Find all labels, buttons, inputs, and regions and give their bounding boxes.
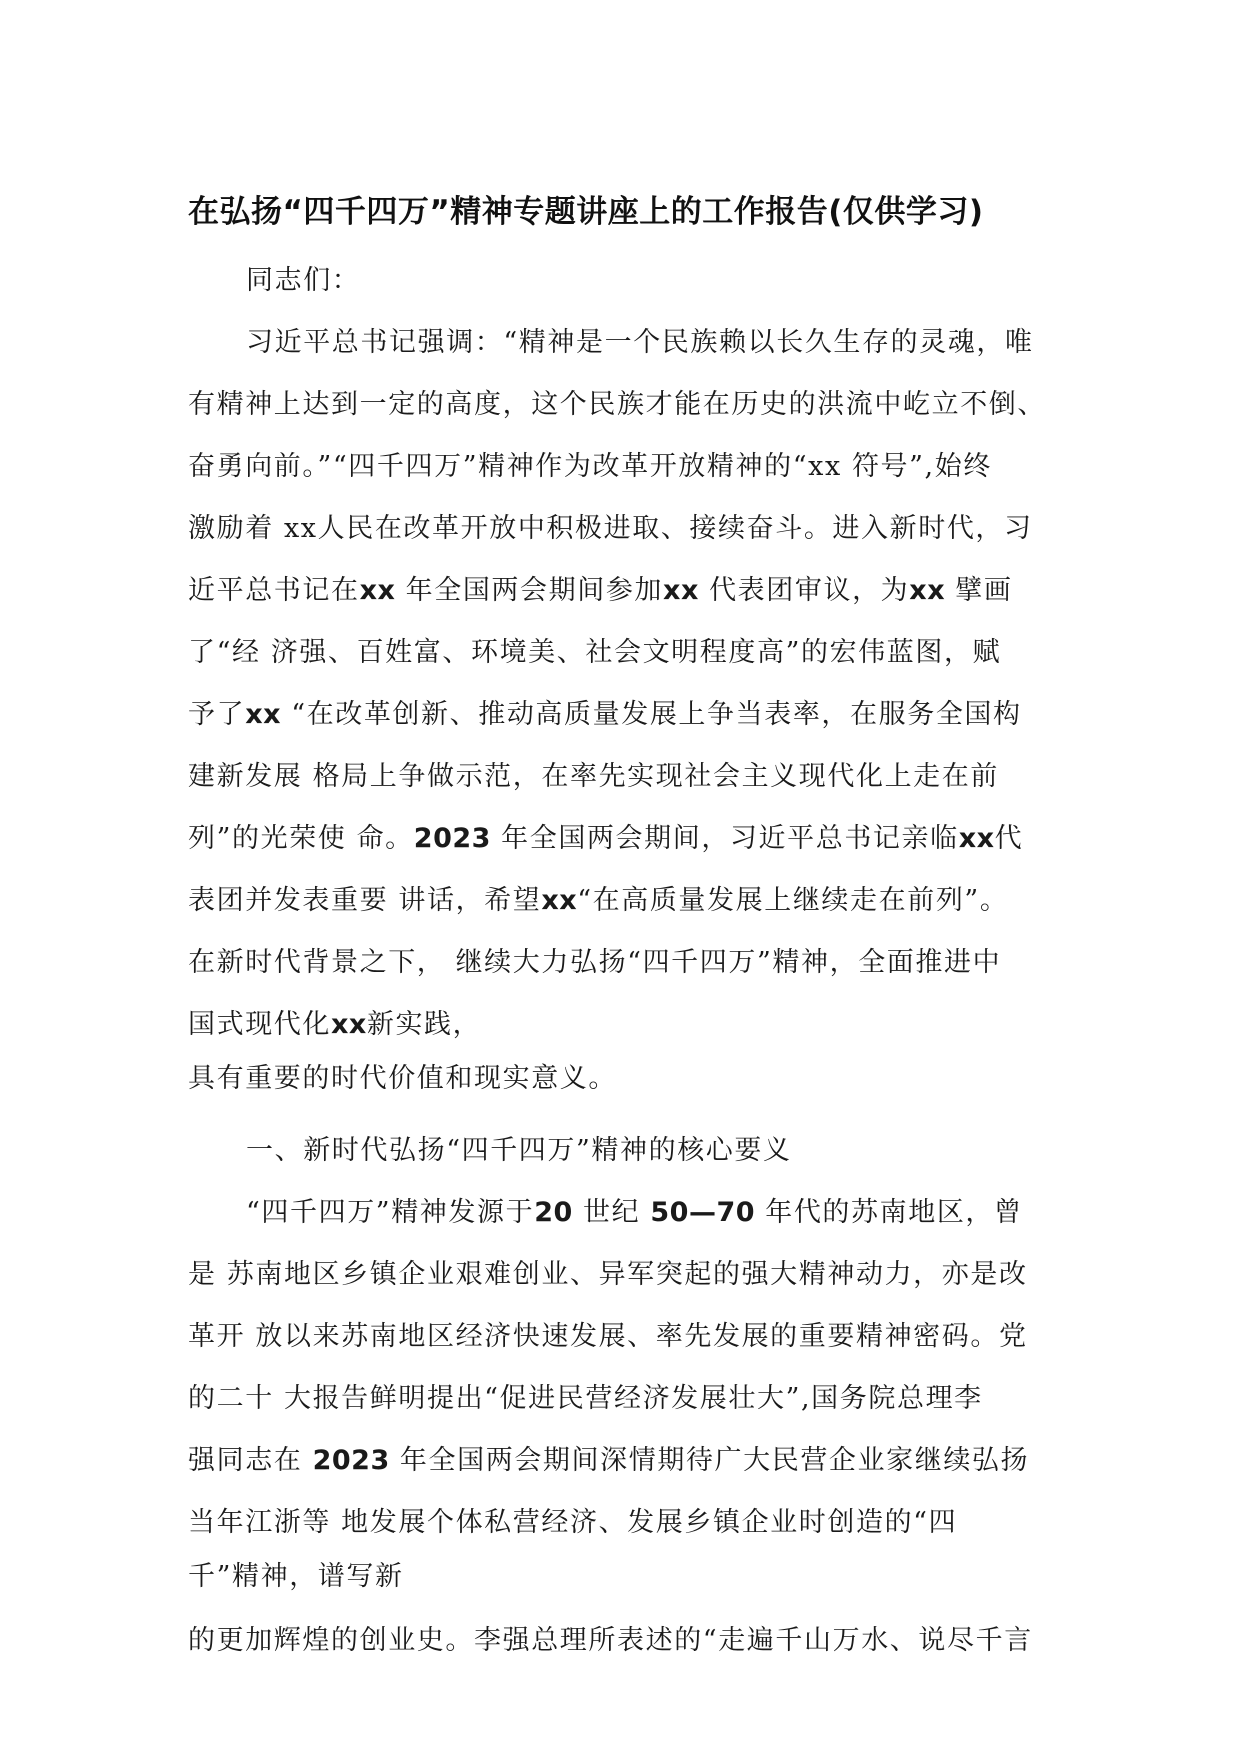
text-run: “在高质量发展上继续走在前列”。 [577,885,1009,916]
paragraph-line [188,692,1022,731]
paragraph-line: 当年江浙等 地发展个体私营经济、发展乡镇企业时创造的“四 [188,1507,958,1538]
paragraph-line [188,878,1008,917]
text-run: 年全国两会期间深情期待广大民营企业家继续弘扬 [389,1445,1030,1476]
bold-run: xx [909,575,946,606]
bold-run: xx [663,575,699,606]
paragraph-line [188,816,1023,855]
bold-run: xx [541,885,578,916]
paragraph-line [188,1002,481,1041]
text-run: 代 [994,823,1024,854]
bold-run: xx [958,823,995,854]
bold-run: xx [245,699,282,730]
bold-run: 20 [534,1197,573,1228]
text-run: 近平总书记在 [188,575,360,606]
paragraph-line: 千”精神，谱写新 [188,1561,404,1592]
document-title: 在弘扬“四千四万”精神专题讲座上的工作报告(仅供学习) [188,194,984,230]
text-run: 表团并发表重要 讲话，希望 [188,885,542,916]
bold-run: xx [359,575,396,606]
text-run: 年全国两会期间，习近平总书记亲临 [490,823,959,854]
text-run: 予了 [188,699,246,730]
paragraph-line: 是 苏南地区乡镇企业艰难创业、异军突起的强大精神动力，亦是改 [188,1259,1028,1290]
bold-run: 50—70 [650,1197,756,1228]
paragraph-line [188,1438,1029,1477]
bold-run: 2023 [312,1445,390,1476]
bold-run: xx [331,1009,367,1040]
paragraph-line: 的二十 大报告鲜明提出“促进民营经济发展壮大”,国务院总理李 [188,1383,983,1414]
text-run: 列”的光荣使 命。 [188,823,414,854]
paragraph-line: 了“经 济强、百姓富、环境美、社会文明程度高”的宏伟蓝图，赋 [188,637,1002,668]
text-run: 国式现代化 [188,1009,331,1040]
text-run: 代表团审议，为 [698,575,910,606]
paragraph-line: 在新时代背景之下， 继续大力弘扬“四千四万”精神，全面推进中 [188,947,1002,978]
paragraph-line: 革开 放以来苏南地区经济快速发展、率先发展的重要精神密码。党 [188,1321,1028,1352]
paragraph-line: 有精神上达到一定的高度，这个民族才能在历史的洪流中屹立不倒、 [188,389,1046,420]
paragraph-line: 习近平总书记强调：“精神是一个民族赖以长久生存的灵魂，唯 [246,327,1034,358]
paragraph-line [188,568,1013,607]
paragraph-line [246,1190,1023,1229]
paragraph-line: 的更加辉煌的创业史。李强总理所表述的“走遍千山万水、说尽千言 [188,1625,1033,1656]
bold-run: 2023 [413,823,491,854]
paragraph-line: 激励着 xx人民在改革开放中积极进取、接续奋斗。进入新时代，习 [188,513,1033,544]
section-heading: 一、新时代弘扬“四千四万”精神的核心要义 [246,1135,792,1166]
salutation: 同志们： [246,265,361,296]
text-run: 世纪 [572,1197,651,1228]
paragraph-line: 建新发展 格局上争做示范，在率先实现社会主义现代化上走在前 [188,761,999,792]
text-run: 强同志在 [188,1445,313,1476]
paragraph-line: 奋勇向前。”“四千四万”精神作为改革开放精神的“xx 符号”,始终 [188,451,992,482]
text-run: 新实践， [366,1009,482,1040]
text-run: 擘画 [945,575,1013,606]
text-run: “四千四万”精神发源于 [246,1197,535,1228]
paragraph-line: 具有重要的时代价值和现实意义。 [188,1063,617,1094]
text-run: 年全国两会期间参加 [395,575,664,606]
text-run: 年代的苏南地区，曾 [755,1197,1023,1228]
text-run: “在改革创新、推动高质量发展上争当表率，在服务全国构 [281,699,1022,730]
